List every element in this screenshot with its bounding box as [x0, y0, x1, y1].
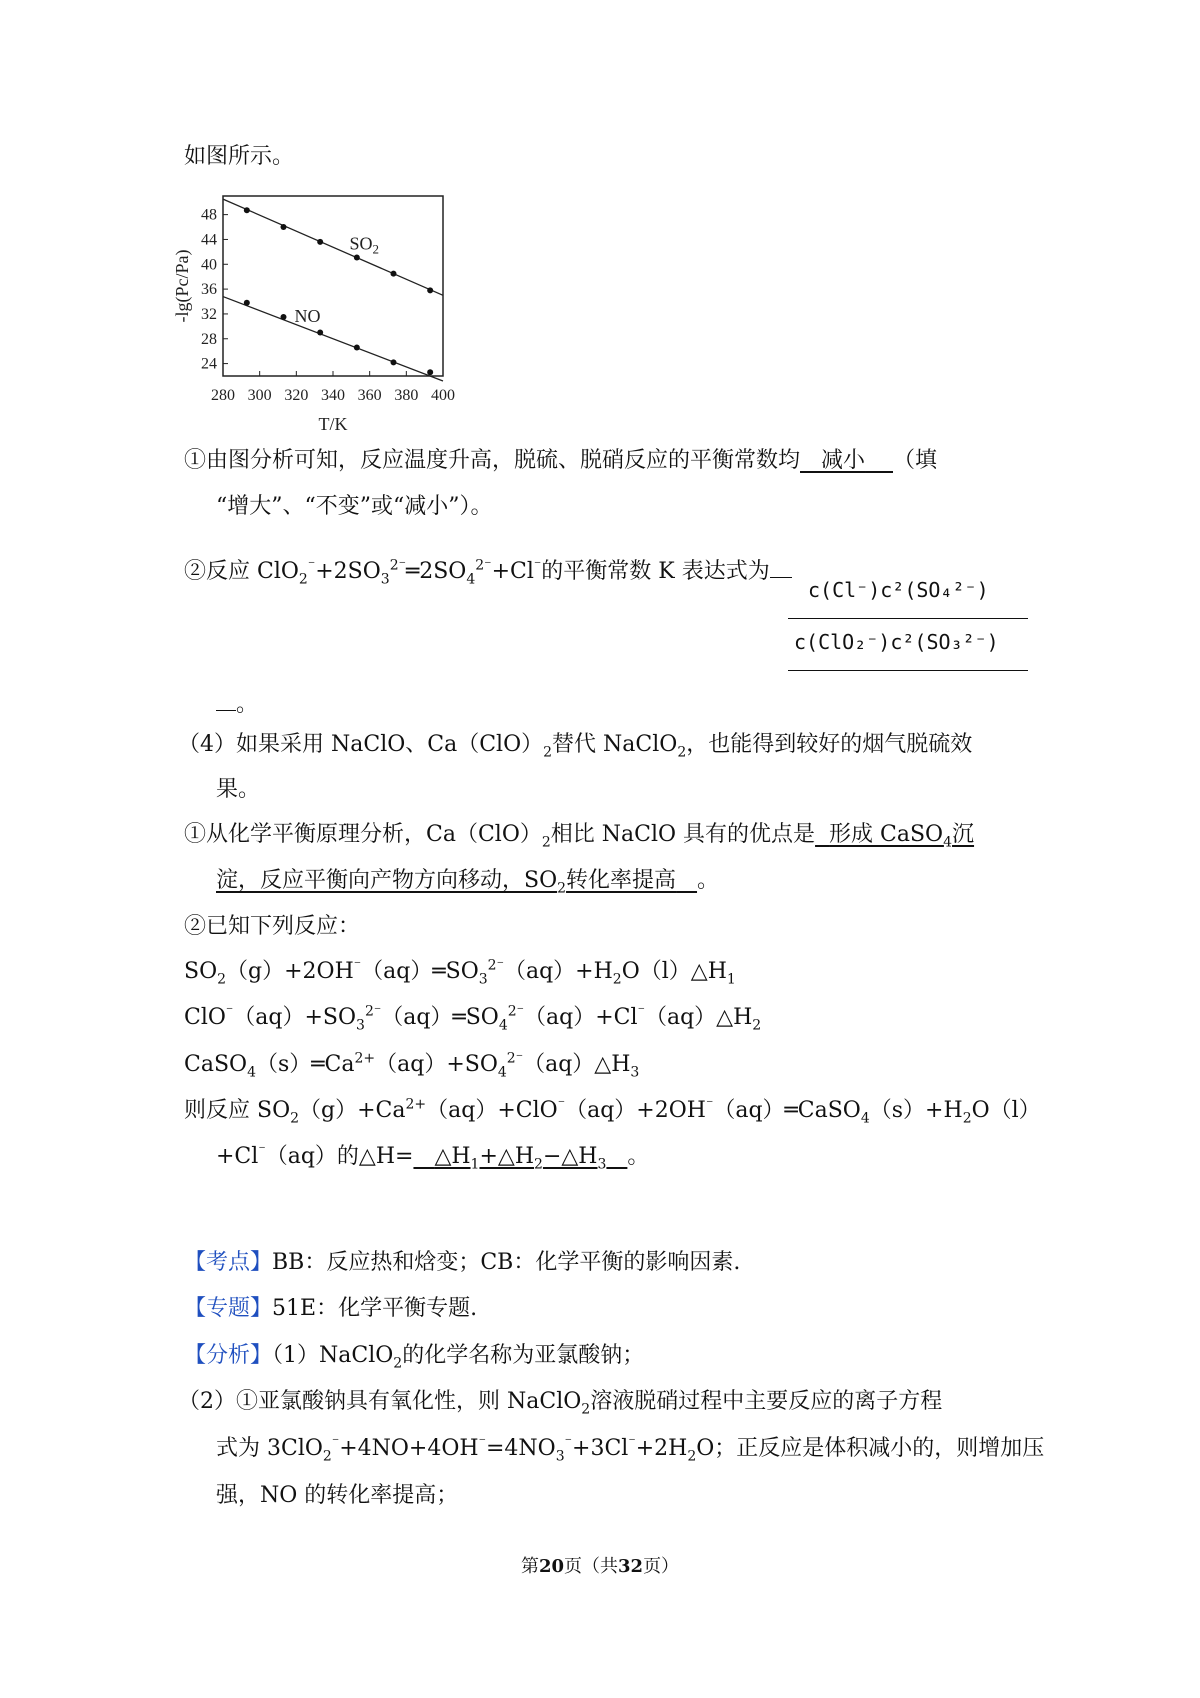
data-point-so2 [244, 207, 250, 213]
data-point-so2 [354, 254, 360, 260]
q3-1-cont: “增大”、“不变”或“减小”）。 [216, 494, 493, 519]
fenxi-tag: 【分析】 [184, 1343, 273, 1368]
y-axis-label: -lg(Pc/Pa) [172, 249, 192, 323]
y-tick-label: 24 [201, 355, 217, 373]
x-tick-label: 300 [247, 387, 272, 404]
analysis-2-line1: （2）①亚氯酸钠具有氧化性，则 NaClO$_2$溶液脱硝过程中主要反应的离子方程 [178, 1389, 943, 1418]
kaodian-tag: 【考点】 [184, 1250, 273, 1275]
data-point-so2 [317, 239, 323, 245]
reaction-2: $ClO^{^-}(aq)+SO_3^{2^-}(aq)═SO_4^{2^-}(aq)+Cl^{^-}(aq)\triangle H_2$ [184, 1003, 762, 1034]
page-number: 20 [538, 1556, 564, 1577]
plot-frame [223, 196, 443, 376]
series-label-no: NO [294, 306, 321, 326]
analysis-2-line2: 式为 $3ClO_2^{^-}+4NO+4OH^{^-}=4NO_3^{^-}+3Cl^{^-}+2H_2O$；正反应是体积减小的，则增加压 [216, 1434, 1045, 1465]
series-label-so2: $SO_2$ [349, 233, 380, 257]
x-tick-label: 400 [431, 387, 455, 404]
fit-line-no [223, 297, 443, 381]
x-tick-label: 320 [284, 387, 309, 404]
data-point-no [244, 300, 250, 306]
x-tick-label: 360 [357, 387, 382, 404]
q3-2-line: ②反应 $ClO_2^{^-}+2SO_3^{2^-}═2SO_4^{2^-}+Cl^{^-}$的平衡常数 K 表达式为 [184, 551, 792, 589]
q4-3-line1: 则反应 $SO_2(g)+Ca^{2+}(aq)+ClO^{^-}(aq)+2OH^{^-}(aq)═CaSO_4(s)+H_2O(l)$ [184, 1096, 1041, 1127]
y-tick-label: 36 [201, 281, 217, 299]
y-tick-label: 40 [201, 256, 217, 274]
data-point-no [354, 344, 360, 350]
q4-1-line1: ①从化学平衡原理分析，$Ca(ClO)_2$相比 NaClO 具有的优点是 形成 CaSO$_4$沉 [184, 822, 975, 851]
chart [172, 196, 498, 446]
page-total: 32 [618, 1556, 644, 1577]
q4-3-line2: +Cl⁻（aq）的△H= $\triangle H_1+\triangle H_2-\triangle H_3$ 。 [216, 1142, 650, 1173]
data-point-so2 [391, 271, 397, 277]
q4-1-line2: 淀，反应平衡向产物方向移动，$SO_2$转化率提高 。 [216, 868, 720, 897]
zhuanti-line: 【专题】51E：化学平衡专题. [184, 1296, 478, 1321]
kaodian-line: 【考点】BB：反应热和焓变；CB：化学平衡的影响因素. [184, 1250, 741, 1275]
x-axis-label: T/K [318, 414, 348, 434]
data-point-so2 [427, 287, 433, 293]
y-tick-label: 48 [201, 206, 217, 224]
intro-text: 如图所示。 [184, 144, 295, 169]
k-numerator: c(Cl⁻)c²(SO₄²⁻) [808, 578, 989, 602]
fit-line-so2 [223, 199, 443, 295]
x-tick-label: 380 [394, 387, 419, 404]
fenxi-line: 【分析】（1）NaClO$_2$的化学名称为亚氯酸钠； [184, 1343, 645, 1372]
q3-2-end: 。 [216, 684, 258, 722]
x-tick-label: 340 [321, 387, 345, 404]
data-point-no [317, 330, 323, 336]
q3-1-post: （填 [893, 448, 938, 473]
zhuanti-tag: 【专题】 [184, 1296, 273, 1321]
data-point-so2 [281, 224, 287, 230]
y-tick-label: 28 [201, 330, 217, 348]
q4-2-line: ②已知下列反应： [184, 914, 361, 939]
analysis-2-line3: 强，NO 的转化率提高； [216, 1483, 459, 1508]
y-tick-label: 32 [201, 305, 217, 323]
k-denominator: c(ClO₂⁻)c²(SO₃²⁻) [794, 630, 999, 654]
data-point-no [427, 369, 433, 375]
reaction-1: $SO_2(g)+2OH^{^-}(aq)═SO_3^{2^-}(aq)+H_2O(l)\triangle H_1$ [184, 957, 736, 988]
reaction-3: $CaSO_4(s)═Ca^{2+}(aq)+SO_4^{2^-}(aq)\triangle H_3$ [184, 1050, 640, 1081]
q3-1-answer: 减小 [821, 448, 866, 473]
data-point-no [281, 314, 287, 320]
page-footer: 第20页（共32页） [520, 1556, 680, 1577]
q3-1-line [184, 444, 937, 478]
x-tick-label: 280 [211, 387, 235, 404]
q4-line1: （4）如果采用 NaClO、$Ca(ClO)_2$替代 NaClO$_2$，也能得到较好的烟气脱硫效 [178, 732, 973, 761]
q4-line2: 果。 [216, 777, 261, 802]
y-tick-label: 44 [201, 231, 217, 249]
q3-1-pre: ①由图分析可知，反应温度升高，脱硫、脱硝反应的平衡常数均 [184, 448, 801, 473]
data-point-no [391, 359, 397, 365]
